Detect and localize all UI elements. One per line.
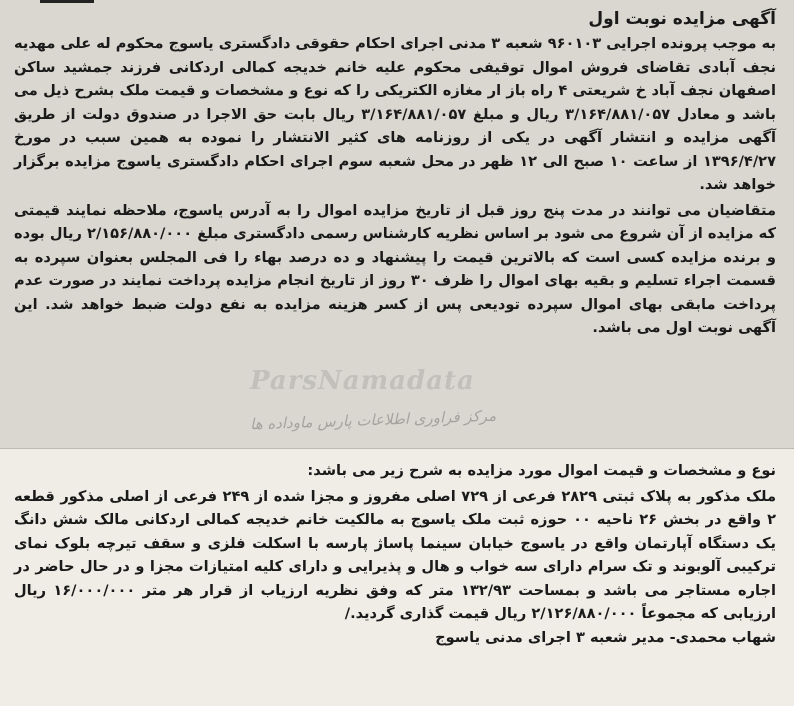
property-description: ملک مذکور به پلاک ثبتی ۲۸۲۹ فرعی از ۷۲۹ اصلی مفروز و مجزا شده از ۲۴۹ فرعی از اصلی مذکور قطعه ۲ واقع در بخش ۲۶ ناحیه ۰۰ حوزه ثبت ملک یاسوج به مالکیت خانم خدیجه کمالی اردکانی مالک شش دانگ یک دستگاه آپارتمان واقع در یاسوج خیابان سینما پاساژ پارسه با اسکلت فلزی و سقف تیرچه بلوک نمای ترکیبی آلوبوند و تک سرام دارای سه خواب و هال و پذیرایی و دارای کلیه امتیازات مجزا و در حال حاضر در اجاره مستاجر می باشد و بمساحت ۱۳۲/۹۳ متر که وفق نظریه ارزیاب از قرار هر متر ۱۶/۰۰۰/۰۰۰ ریال ارزیابی که مجموعاً ۲/۱۲۶/۸۸۰/۰۰۰ ریال قیمت گذاری گردید./ xyxy=(14,487,776,622)
notice-title: آگهی مزایده نوبت اول xyxy=(588,9,776,29)
watermark-persian: مرکز فراوری اطلاعات پارس ماوداده ها xyxy=(249,406,497,434)
watermark-latin: ParsNamadata xyxy=(250,366,475,396)
signature-line: شهاب محمدی- مدیر شعبه ۳ اجرای مدنی یاسوج xyxy=(435,628,776,646)
property-heading: نوع و مشخصات و قیمت اموال مورد مزایده به شرح زیر می باشد: xyxy=(307,462,776,479)
column-divider xyxy=(40,0,94,3)
property-details-section xyxy=(0,448,794,706)
notice-paragraph-1: به موجب پرونده اجرایی ۹۶۰۱۰۳ شعبه ۳ مدنی اجرای احکام حقوقی دادگستری یاسوج محکوم له علی مهدیه نجف آبادی تقاضای فروش اموال توقیفی محکوم علیه خانم خدیجه کمالی اردکانی فرزند جمشید ساکن اصفهان نجف آباد خ شریعتی ۴ راه باز ار مغازه الکتریکی را که نوع و مشخصات و قیمت ملک بشرح ذیل می باشد و معادل ۳/۱۶۴/۸۸۱/۰۵۷ ریال و مبلغ ۳/۱۶۴/۸۸۱/۰۵۷ ریال بابت حق الاجرا در صندوق دولت از طریق آگهی مزایده و انتشار آگهی در یکی از روزنامه های کثیر الانتشار را نموده به همین سبب در مورخ ۱۳۹۶/۴/۲۷ از ساعت ۱۰ صبح الی ۱۲ ظهر در محل شعبه سوم اجرای احکام دادگستری یاسوج مزایده برگزار خواهد شد. xyxy=(14,35,776,193)
notice-paragraph-2: متقاضیان می توانند در مدت پنج روز قبل از تاریخ مزایده اموال را به آدرس یاسوج، ملاحظه نمایند قیمتی که مزایده از آن شروع می شود بر اساس نظریه کارشناس رسمی دادگستری مبلغ ۲/۱۵۶/۸۸۰/۰۰۰ ریال بوده و برنده مزایده کسی است که بالاترین قیمت را پیشنهاد و ده درصد بهاء را فی المجلس بعنوان سپرده به قسمت اجراء تسلیم و بقیه بهای اموال را ظرف ۳۰ روز از تاریخ انجام مزایده پرداخت نمایند در صورت عدم پرداخت مابقی بهای اموال سپرده تودیعی پس از کسر هزینه مزایده به نفع دولت ضبط خواهد شد. این آگهی نوبت اول می باشد. xyxy=(14,201,776,336)
